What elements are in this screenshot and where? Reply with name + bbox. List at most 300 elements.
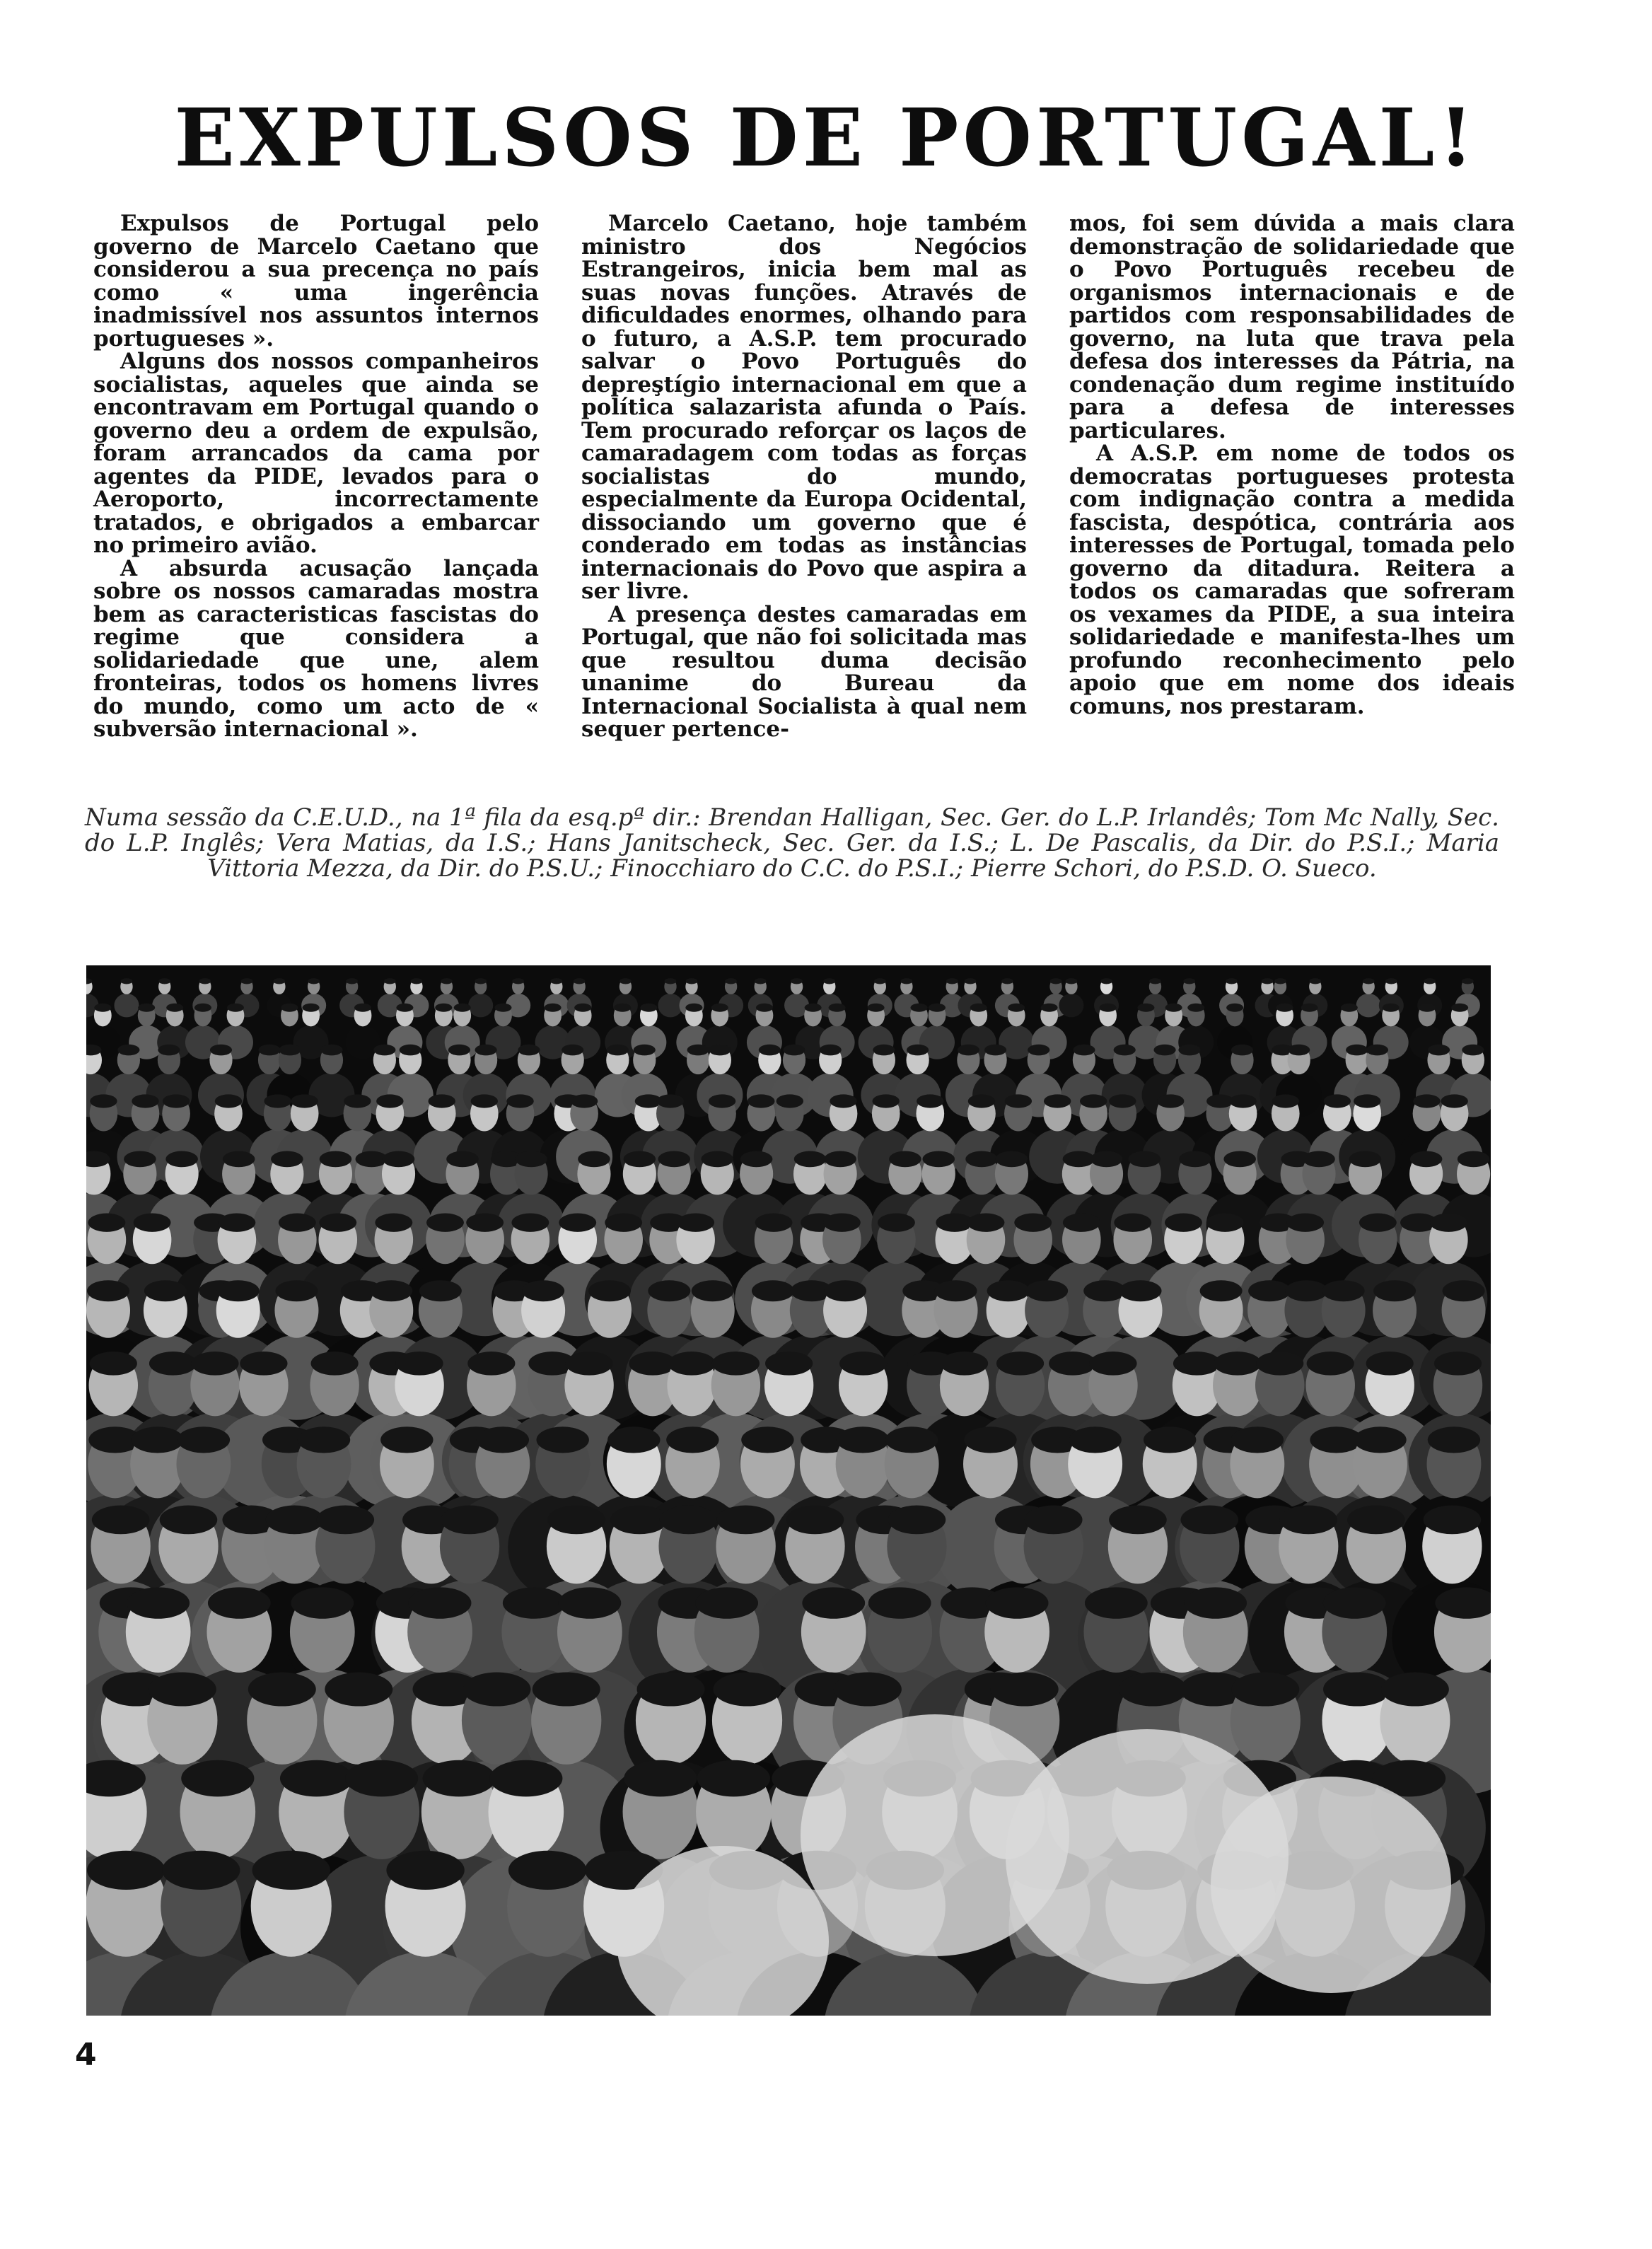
audience-member-hair [1410, 1151, 1443, 1167]
audience-member-hair [463, 1673, 530, 1707]
audience-member-hair [1231, 1673, 1299, 1707]
audience-member-hair [834, 1673, 902, 1707]
audience-member-hair [794, 1151, 827, 1167]
audience-member-hair [275, 1280, 318, 1301]
paragraph: mos, foi sem dúvida a mais clara demonstração de solidariedade que o Povo Português recebeu de organismos internacionais e de partidos com responsabilidades de governo, na luta que trava pela defesa dos interesses da Pátria, na condenação dum regime instituído para a defesa de interesses particulares. [1069, 211, 1515, 443]
audience-member-hair [574, 1004, 591, 1012]
audience-member-hair [223, 1151, 255, 1167]
audience-member-hair [776, 1094, 803, 1108]
audience-member-hair [686, 978, 698, 984]
audience-member-hair [677, 1213, 714, 1231]
audience-member-hair [1428, 1426, 1480, 1453]
audience-member-hair [1226, 1004, 1243, 1012]
audience-member-hair [709, 1045, 731, 1056]
audience-member-hair [166, 1004, 183, 1012]
audience-member-hair [1443, 1280, 1485, 1301]
audience-member-hair [194, 1004, 211, 1012]
audience-member-hair [970, 1004, 987, 1012]
article-headline: EXPULSOS DE PORTUGAL! [174, 92, 1478, 185]
page-number: 4 [75, 2037, 97, 2073]
audience-member-hair [820, 1045, 842, 1056]
audience-member-hair [217, 1280, 260, 1301]
audience-member-hair [1274, 978, 1286, 984]
audience-member-hair [550, 978, 562, 984]
audience-member-hair [1173, 1352, 1221, 1376]
audience-member-hair [1226, 978, 1238, 984]
foreground-jacket-highlight [1211, 1777, 1451, 1993]
audience-member-hair [1187, 1004, 1204, 1012]
audience-member-hair [370, 1280, 412, 1301]
audience-member-hair [1178, 1045, 1200, 1056]
audience-member-hair [138, 1004, 155, 1012]
audience-member-hair [380, 1426, 433, 1453]
audience-member-hair [144, 1280, 187, 1301]
audience-member-body [468, 994, 493, 1018]
audience-member-hair [657, 1094, 684, 1108]
audience-member-hair [614, 1004, 631, 1012]
audience-member-hair [755, 1213, 793, 1231]
audience-member-hair [748, 1094, 774, 1108]
audience-member-hair [687, 1045, 709, 1056]
audience-member-hair [565, 1352, 612, 1376]
audience-member-hair [441, 978, 453, 984]
audience-member-hair [87, 1280, 129, 1301]
audience-member-hair [830, 1094, 856, 1108]
audience-member-hair [1069, 1426, 1121, 1453]
audience-member-hair [1005, 1094, 1032, 1108]
audience-member-hair [578, 1151, 610, 1167]
audience-member-hair [991, 1673, 1059, 1707]
audience-member-hair [1044, 1094, 1071, 1108]
audience-member-hair [823, 978, 835, 984]
audience-member-hair [127, 1587, 190, 1618]
audience-member-hair [1137, 1004, 1154, 1012]
audience-member-hair [547, 1506, 605, 1535]
audience-member-hair [1179, 1151, 1211, 1167]
audience-member-hair [264, 1094, 291, 1108]
paragraph: Expulsos de Portugal pelo governo de Marcelo Caetano que considerou a sua precença no país como « uma ingerência inadmissível nos assuntos internos portugueses ». [93, 211, 539, 351]
audience-member-hair [345, 1760, 418, 1797]
audience-member-hair [477, 1426, 529, 1453]
audience-member-hair [1119, 1280, 1162, 1301]
audience-member-hair [1385, 978, 1397, 984]
audience-member-hair [873, 1045, 895, 1056]
audience-member-hair [215, 1094, 242, 1108]
audience-member-hair [1341, 1004, 1358, 1012]
audience-member-hair [695, 1587, 758, 1618]
audience-member-hair [522, 1280, 564, 1301]
audience-member-hair [1366, 1045, 1388, 1056]
audience-member-hair [900, 978, 912, 984]
audience-member-hair [181, 1760, 254, 1797]
audience-member-hair [1354, 1094, 1380, 1108]
audience-member-hair [1279, 1506, 1337, 1535]
audience-member-hair [1363, 978, 1375, 984]
audience-member-hair [701, 1151, 733, 1167]
audience-member-hair [512, 978, 524, 984]
paragraph: Marcelo Caetano, hoje também ministro dos Negócios Estrangeiros, inicia bem mal as suas novas funções. Através de dificuldades enormes, olhando para o futuro, a A.S.P. tem procurado salvar o Povo Português do depreştígio internacional em que a política salazarista afunda o País. Tem procurado reforçar os laços de camaradagem com todas as forças socialistas do mundo, especialmente da Europa Ocidental, dissociando um governo que é conderado em todas as instâncias internacionais do Povo que aspira a ser livre. [581, 211, 1027, 604]
audience-member-hair [1180, 1506, 1238, 1535]
audience-member-hair [90, 1352, 137, 1376]
audience-member-body [114, 994, 139, 1018]
audience-member-hair [1323, 1673, 1391, 1707]
audience-member-hair [429, 1094, 455, 1108]
photo-caption: Numa sessão da C.E.U.D., na 1ª fila da esq.pª dir.: Brendan Halligan, Sec. Ger. do L.P. Irlandês; Tom Mc Nally, Sec. do L.P. Inglês; Vera Matias, da I.S.; Hans Janitscheck, Sec. Ger. da I.S.; L. De Pascalis, da Dir. do P.S.I.; Maria Vittoria Mezza, da Dir. do P.S.U.; Finocchiaro do C.C. do P.S.I.; Pierre Schori, do P.S.D. O. Sueco. [85, 803, 1499, 883]
audience-member-hair [714, 1673, 781, 1707]
audience-member-hair [1288, 1045, 1310, 1056]
audience-member-hair [964, 1426, 1016, 1453]
audience-member-hair [160, 1506, 218, 1535]
audience-member-hair [791, 978, 803, 984]
audience-member-hair [280, 1760, 353, 1797]
audience-member-hair [506, 1094, 533, 1108]
audience-member-hair [400, 1045, 421, 1056]
audience-member-hair [1285, 1280, 1327, 1301]
audience-member-hair [1323, 1587, 1386, 1618]
audience-member-hair [518, 1045, 540, 1056]
audience-member-hair [298, 1426, 350, 1453]
audience-member-hair [354, 1004, 371, 1012]
audience-member-hair [320, 1045, 342, 1056]
audience-member-hair [640, 1004, 657, 1012]
audience-member-hair [1413, 1094, 1440, 1108]
audience-member-hair [1462, 978, 1474, 984]
audience-member-hair [967, 1213, 1005, 1231]
audience-member-hair [1050, 978, 1062, 984]
audience-member-hair [252, 1851, 330, 1890]
audience-member-hair [588, 1280, 631, 1301]
audience-member-hair [1462, 1045, 1484, 1056]
audience-member-hair [868, 1004, 885, 1012]
audience-member-hair [1359, 1213, 1397, 1231]
audience-member-hair [1073, 1045, 1095, 1056]
audience-member-hair [291, 1587, 354, 1618]
audience-member-hair [1119, 1673, 1187, 1707]
audience-member-hair [709, 1094, 735, 1108]
paragraph: A A.S.P. em nome de todos os democratas portugueses protesta com indignação contra a medida fascista, despótica, contrária aos interesses de Portugal, tomada pelo governo da ditadura. Reitera a todos os camaradas que sofreram os vexames da PIDE, a sua inteira solidariedade e manifesta-lhes um profundo reconhecimento pelo apoio que em nome dos ideais comuns, nos prestaram. [1069, 441, 1515, 719]
audience-member-hair [712, 1352, 760, 1376]
audience-member-hair [409, 1587, 472, 1618]
audience-member-hair [1200, 1280, 1243, 1301]
audience-member-hair [1373, 1280, 1416, 1301]
audience-member-hair [475, 1045, 497, 1056]
audience-member-hair [874, 978, 886, 984]
audience-member-hair [946, 978, 958, 984]
audience-member-hair [873, 1094, 900, 1108]
audience-member-hair [446, 1151, 479, 1167]
audience-member-hair [241, 978, 253, 984]
audience-member-hair [1322, 1280, 1365, 1301]
audience-member-hair [1028, 1045, 1049, 1056]
audience-member-hair [435, 1004, 452, 1012]
audience-member-body [658, 994, 682, 1018]
audience-member-hair [291, 1094, 318, 1108]
audience-member-hair [149, 1352, 197, 1376]
audience-member-body [1356, 994, 1381, 1018]
audience-member-hair [987, 1280, 1030, 1301]
audience-member-hair [384, 978, 396, 984]
audience-member-hair [1430, 1213, 1467, 1231]
audience-member-hair [1256, 1352, 1303, 1376]
audience-member-hair [423, 1760, 496, 1797]
audience-member-hair [755, 978, 767, 984]
audience-member-hair [607, 1045, 629, 1056]
audience-member-hair [1347, 1506, 1405, 1535]
column-1 [93, 212, 539, 741]
audience-member-hair [475, 978, 487, 984]
audience-member-hair [441, 1506, 499, 1535]
audience-member-hair [1063, 1151, 1095, 1167]
audience-member-hair [227, 1004, 244, 1012]
audience-member-hair [786, 1506, 844, 1535]
audience-member-hair [1100, 978, 1112, 984]
audience-member-hair [320, 1151, 352, 1167]
audience-member-hair [868, 1587, 931, 1618]
audience-member-hair [802, 1587, 865, 1618]
audience-member-hair [1144, 1426, 1196, 1453]
audience-member-hair [824, 1280, 866, 1301]
audience-member-hair [1085, 1587, 1148, 1618]
audience-member-hair [558, 1587, 621, 1618]
audience-member-hair [910, 1004, 927, 1012]
audience-member-hair [1307, 1352, 1354, 1376]
audience-member-hair [325, 1673, 392, 1707]
audience-member-hair [319, 1213, 356, 1231]
audience-member-hair [666, 1426, 719, 1453]
audience-member-hair [1349, 1151, 1382, 1167]
audience-member-hair [158, 1045, 180, 1056]
audience-member-hair [508, 1851, 586, 1890]
audience-member-hair [279, 1045, 301, 1056]
audience-member-hair [375, 1213, 412, 1231]
audience-member-hair [273, 978, 285, 984]
audience-member-hair [717, 1506, 775, 1535]
audience-member-hair [1128, 1151, 1161, 1167]
audience-member-hair [1303, 1151, 1335, 1167]
audience-member-hair [692, 1280, 734, 1301]
audience-member-hair [752, 1280, 794, 1301]
audience-member-hair [386, 1851, 464, 1890]
audience-member-hair [783, 1045, 805, 1056]
audience-member-hair [346, 978, 358, 984]
audience-member-hair [888, 1506, 946, 1535]
audience-member-hair [685, 1004, 702, 1012]
audience-member-hair [958, 1045, 979, 1056]
audience-member-hair [878, 1213, 915, 1231]
paragraph: A absurda acusação lançada sobre os nossos camaradas mostra bem as caracteristicas fascistas do regime que considera a solidariedade que une, alem fronteiras, todos os homens livres do mundo, como um acto de « subversão internacional ». [93, 555, 539, 742]
audience-member-hair [281, 1004, 298, 1012]
audience-member-hair [90, 1094, 117, 1108]
audience-member-hair [94, 1004, 111, 1012]
audience-member-hair [132, 1094, 158, 1108]
audience-member-hair [1434, 1352, 1482, 1376]
audience-member-hair [396, 1004, 413, 1012]
audience-member-hair [1114, 1213, 1151, 1231]
audience-member-hair [725, 978, 737, 984]
audience-member-hair [648, 1280, 690, 1301]
audience-member-hair [1248, 1280, 1291, 1301]
audience-member-hair [1458, 1151, 1490, 1167]
audience-member-hair [511, 1213, 549, 1231]
audience-member-hair [494, 1004, 511, 1012]
audience-member-hair [1149, 978, 1161, 984]
audience-member-hair [88, 1213, 126, 1231]
audience-member-hair [158, 978, 170, 984]
audience-member-hair [489, 1760, 562, 1797]
audience-member-hair [1451, 1004, 1468, 1012]
audience-member-hair [266, 1506, 324, 1535]
audience-member-hair [562, 1045, 583, 1056]
audience-member-hair [917, 1094, 943, 1108]
audience-member-hair [935, 1280, 977, 1301]
audience-member-hair [1183, 978, 1195, 984]
audience-member-hair [117, 1045, 139, 1056]
audience-member-hair [471, 1094, 498, 1108]
audience-member-hair [610, 1506, 668, 1535]
audience-member-hair [1109, 1094, 1136, 1108]
audience-member-hair [759, 1045, 781, 1056]
audience-member-hair [533, 1673, 600, 1707]
audience-member-hair [839, 1352, 887, 1376]
audience-member-hair [426, 1213, 464, 1231]
audience-member-hair [986, 1587, 1049, 1618]
audience-member-hair [907, 1045, 929, 1056]
audience-member-hair [829, 1004, 846, 1012]
audience-member-hair [741, 1426, 793, 1453]
audience-member-hair [454, 1004, 471, 1012]
audience-member-hair [199, 978, 211, 984]
audience-member-hair [311, 1352, 359, 1376]
audience-member-hair [1231, 1426, 1284, 1453]
audience-member-hair [248, 1673, 316, 1707]
audience-member-hair [271, 1151, 303, 1167]
audience-member-hair [87, 1851, 165, 1890]
audience-member-hair [240, 1352, 287, 1376]
audience-member-hair [1441, 1094, 1467, 1108]
audience-member-hair [740, 1151, 773, 1167]
column-3 [1069, 212, 1515, 718]
audience-member-hair [624, 1151, 656, 1167]
audience-member-hair [837, 1426, 889, 1453]
audience-member-hair [466, 1213, 504, 1231]
audience-member-hair [922, 1151, 955, 1167]
audience-member-hair [1153, 1045, 1175, 1056]
audience-member-hair [208, 1587, 271, 1618]
audience-member-hair [316, 1506, 374, 1535]
audience-member-hair [885, 1426, 938, 1453]
audience-member-hair [165, 1151, 198, 1167]
audience-member-body [1059, 994, 1083, 1018]
audience-member-hair [805, 1004, 822, 1012]
audience-member-hair [1114, 1045, 1136, 1056]
audience-member-hair [996, 1151, 1028, 1167]
audience-member-hair [756, 1004, 773, 1012]
audience-member-hair [1223, 1151, 1256, 1167]
audience-member-hair [1229, 1094, 1256, 1108]
audience-member-hair [218, 1213, 255, 1231]
audience-member-hair [624, 1760, 697, 1797]
audience-member-hair [210, 1045, 232, 1056]
audience-member-hair [191, 1352, 238, 1376]
audience-member-hair [1272, 1094, 1299, 1108]
audience-member-hair [996, 1352, 1044, 1376]
audience-member-hair [1309, 978, 1321, 984]
audience-member-hair [697, 1760, 770, 1797]
audience-member-hair [620, 978, 632, 984]
audience-member-hair [1346, 1045, 1368, 1056]
audience-member-hair [163, 1094, 190, 1108]
audience-member-hair [373, 1045, 395, 1056]
audience-member-hair [1049, 1352, 1096, 1376]
audience-member-hair [448, 1045, 470, 1056]
audience-member-hair [121, 978, 133, 984]
column-2 [581, 212, 1027, 741]
audience-member-hair [711, 1004, 728, 1012]
audience-member-hair [1080, 1094, 1107, 1108]
audience-member-hair [1109, 1506, 1167, 1535]
audience-member-hair [376, 1094, 403, 1108]
audience-member-hair [637, 1673, 705, 1707]
paragraph: A presença destes camaradas em Portugal, que não foi solicitada mas que resultou duma decisão unanime do Bureau da Internacional Socialista à qual nem sequer pertence- [581, 601, 1027, 742]
article-body [93, 212, 1564, 792]
paragraph: Alguns dos nossos companheiros socialistas, aqueles que ainda se encontravam em Portugal quando o governo deu a ordem de expulsão, foram arrancados da cama por agentes da PIDE, levados para o Aeroporto, incorrectamente tratados, e obrigados a embarcar no primeiro avião. [93, 349, 539, 558]
audience-member-hair [605, 1213, 642, 1231]
audience-member-hair [1089, 1352, 1136, 1376]
audience-member-hair [965, 1151, 998, 1167]
audience-member-hair [1157, 1094, 1184, 1108]
audience-member-hair [965, 978, 977, 984]
audience-member-hair [1025, 1280, 1068, 1301]
audience-member-hair [503, 1587, 566, 1618]
audience-photo [86, 965, 1491, 2016]
audience-member-hair [941, 1352, 988, 1376]
audience-member-hair [1063, 1213, 1100, 1231]
audience-member-hair [303, 1004, 320, 1012]
audience-member-hair [1419, 1004, 1436, 1012]
audience-member-hair [419, 1280, 462, 1301]
audience-member-hair [383, 1151, 415, 1167]
audience-member-hair [545, 1004, 562, 1012]
audience-member-hair [1001, 978, 1013, 984]
audience-member-hair [1324, 1094, 1351, 1108]
audience-member-hair [1025, 1506, 1083, 1535]
audience-member-hair [1090, 1151, 1123, 1167]
audience-member-hair [411, 978, 423, 984]
audience-member-hair [149, 1673, 216, 1707]
audience-member-hair [607, 1426, 660, 1453]
audience-member-hair [515, 1151, 547, 1167]
audience-member-hair [665, 978, 677, 984]
audience-member-hair [92, 1506, 150, 1535]
audience-member-hair [1424, 1506, 1482, 1535]
audience-member-hair [1428, 1045, 1450, 1056]
audience-member-hair [984, 1045, 1006, 1056]
audience-photo-illustration [86, 965, 1491, 2016]
audience-member-hair [1165, 1004, 1182, 1012]
audience-member-hair [1231, 1045, 1253, 1056]
audience-member-hair [1424, 978, 1436, 984]
audience-member-hair [258, 1045, 280, 1056]
audience-member-hair [131, 1426, 183, 1453]
audience-member-hair [660, 1506, 718, 1535]
audience-member-hair [467, 1352, 515, 1376]
audience-member-hair [134, 1213, 171, 1231]
audience-member-hair [162, 1851, 240, 1890]
audience-member-hair [1206, 1213, 1244, 1231]
audience-member-hair [1262, 978, 1274, 984]
audience-member-hair [1184, 1587, 1247, 1618]
audience-member-hair [1008, 1004, 1025, 1012]
